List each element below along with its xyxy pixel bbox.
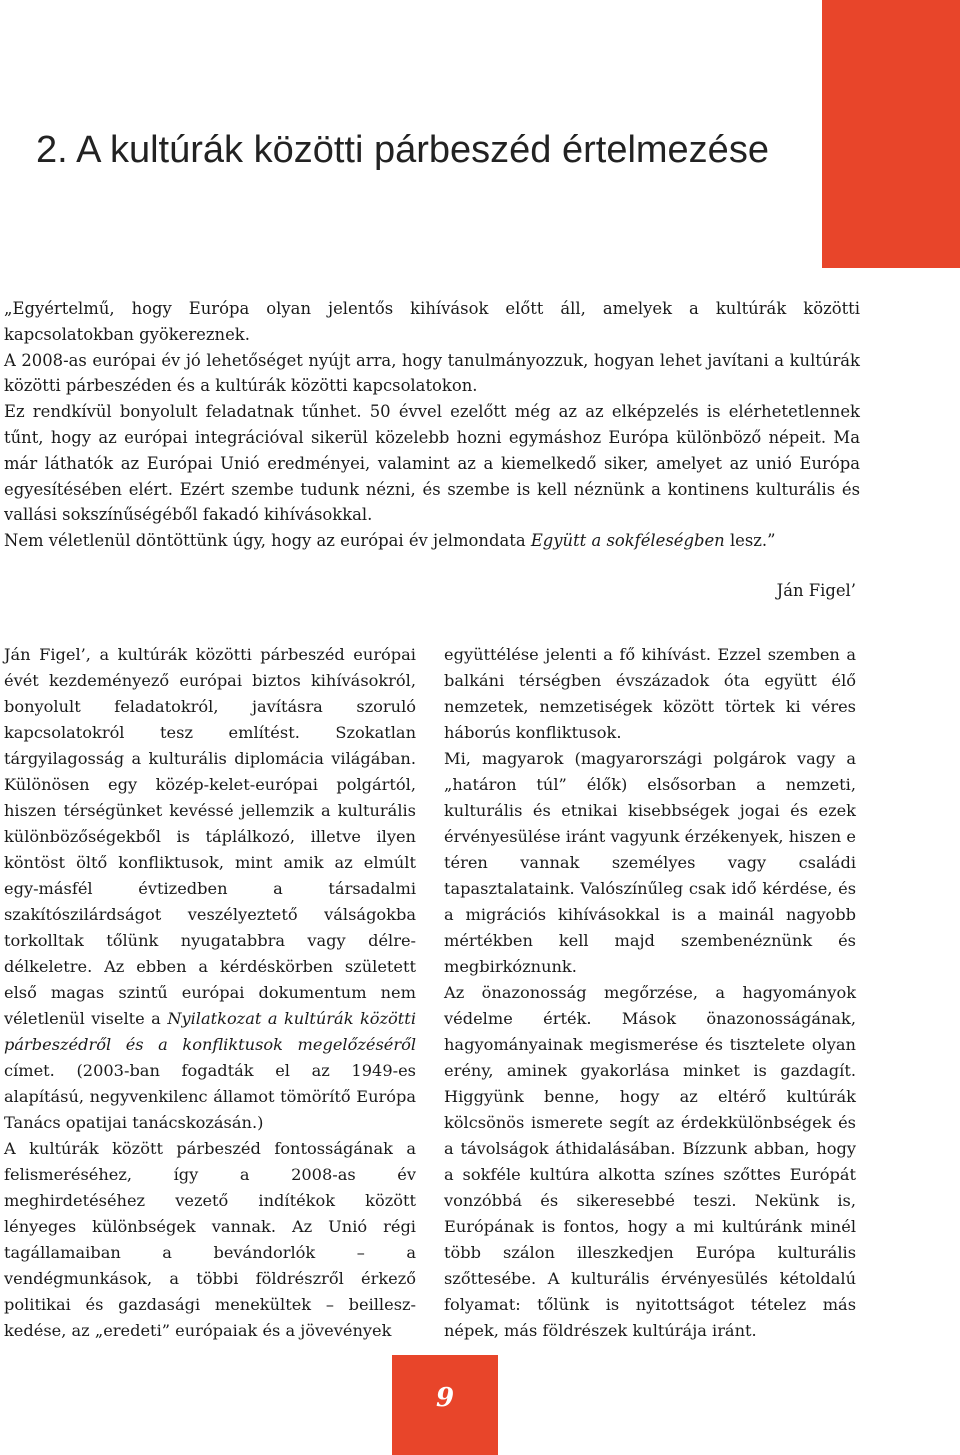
left-p1-text-b: címet. (2003-ban fogadták el az 1949-es alapítású, negyvenkilenc államot tömörítő Európa Tanács opatijai tanácskozásán.) — [4, 1061, 416, 1132]
quote-paragraph-1: „Egyértelmű, hogy Európa olyan jelentős kihívások előtt áll, amelyek a kultúrák közötti kapcsolatokban gyökereznek. — [4, 299, 860, 344]
left-p1-document-title: Nyilatkozat a kultúrák közötti párbeszédről és a konfliktusok megelőzéséről — [4, 1009, 416, 1054]
page-number-tab — [392, 1355, 498, 1455]
quote-paragraph-3: Ez rendkívül bonyolult feladatnak tűnhet. 50 évvel ezelőtt még az az elképzelés is elérhetetlennek tűnt, hogy az európai integrációval sikerül közelebb hozni egymáshoz Európa különböző népeit. Ma már láthatók az Európai Unió eredményei, valamint az a kiemelkedő siker, amelyet az unió Európa egyesítésében elért. Ezért szembe tudunk nézni, és szembe is kell néznünk a kontinens kulturális és vallási sokszínűségéből fakadó kihívásokkal. — [4, 402, 860, 525]
right-paragraph-1: együttélése jelenti a fő kihívást. Ezzel szemben a balkáni térségben évszázadok óta együtt élő nemzetek, nemzetiségek között törtek ki véres háborús konfliktusok. — [444, 645, 856, 742]
right-paragraph-2: Mi, magyarok (magyarországi polgárok vagy a „határon túl” élők) elsősorban a nemzeti, kulturális és etnikai kisebbségek jogai és ezek érvényesülése iránt vagyunk érzékenyek, hiszen e téren vannak személyes vagy családi tapasztalataink. Valószínűleg csak idő kérdése, és a migrációs kihívásokkal is a mainál nagyobb mértékben kell majd szembenéznünk és megbirkóznunk. — [444, 749, 856, 976]
quote-paragraph-4 — [4, 528, 860, 554]
quote-paragraph-2: A 2008-as európai év jó lehetőséget nyújt arra, hogy tanulmányozzuk, hogyan lehet javítani a kultúrák közötti párbeszéden és a kultúrák közötti kapcsolatokon. — [4, 350, 860, 396]
left-p1-text-a: Ján Figel’, a kultúrák közötti párbeszéd európai évét kezdeményező európai biztos kihívásokról, bonyolult feladatokról, javításra szoruló kapcsolatokról tesz említést. Szokatlan tárgyilagosság a kulturális diplomácia világában. Különösen egy közép-kelet-európai polgártól, hiszen térségünket kevéssé jellemzik a kulturális különbözőségekből is táplálkozó, illetve ilyen köntöst öltő konfliktusok, mint amik az elmúlt egy-másfél évtizedben a társadalmi szakítószilárdságot veszélyeztető válságokba torkolltak tőlünk nyugatabbra vagy délre-délkeletre. Az ebben a kérdéskörben született első magas szintű európai dokumentum nem véletlenül viselte a — [4, 645, 416, 1028]
right-column — [444, 642, 856, 1344]
red-accent-bar — [822, 0, 960, 268]
quote-author: Ján Figel’ — [776, 581, 856, 600]
right-paragraph-3: Az önazonosság megőrzése, a hagyományok védelme érték. Mások önazonosságának, hagyományainak megismerése és tisztelete olyan erény, aminek gyakorlása minket is gazdagít. Higgyünk benne, hogy az eltérő kultúrák kölcsönös ismerete segít az érdekkülönbségek és a távolságok áthidalásában. Bízzunk abban, hogy a sokféle kultúra alkotta színes szőttes Európát vonzóbbá és sikeresebbé teszi. Nekünk is, Európának is fontos, hogy a mi kultúránk minél több szálon illeszkedjen Európa kulturális szőttesébe. A kulturális érvényesülés kétoldalú folyamat: tőlünk is nyitottságot tételez más népek, más földrészek kultúrája iránt. — [444, 983, 856, 1340]
quote-p4-motto: Együtt a sokféleségben — [530, 531, 725, 551]
quote-p4-text-a: Nem véletlenül döntöttünk úgy, hogy az európai év jelmondata — [4, 531, 531, 551]
left-paragraph-1 — [4, 642, 416, 1136]
left-column — [4, 642, 416, 1344]
left-paragraph-2: A kultúrák között párbeszéd fontosságának a felismeréséhez, így a 2008-as év meghirdetéséhez vezető indítékok között lényeges különbségek vannak. Az Unió régi tagállamaiban a bevándorlók – a vendégmunkások, a többi földrészről érkező politikai és gazdasági menekültek – beillesz-kedése, az „eredeti” európaiak és a jövevények — [4, 1139, 416, 1340]
page-number: 9 — [435, 1383, 455, 1413]
quote-p4-text-b: lesz.” — [724, 531, 776, 551]
page-title: 2. A kultúrák közötti párbeszéd értelmezése — [36, 129, 769, 171]
opening-quote — [4, 296, 860, 554]
